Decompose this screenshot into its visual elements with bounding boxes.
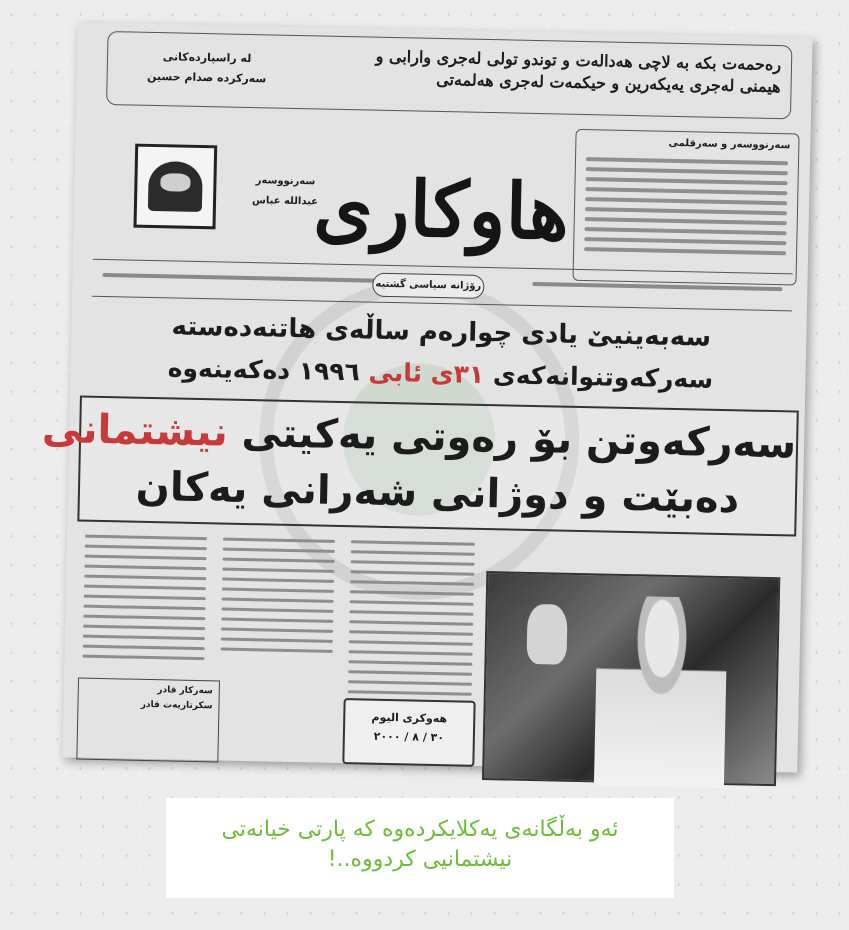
- text-line: [586, 167, 788, 175]
- text-line: [585, 227, 787, 235]
- text-line: [349, 610, 473, 616]
- text-line: [223, 538, 335, 543]
- text-line: [85, 545, 207, 551]
- text-line: [85, 555, 207, 561]
- headline-1: سەبەینیێ یادی چوارەم ساڵەی ھاتنەدەستە: [171, 311, 712, 353]
- photo-figure: [594, 595, 728, 788]
- text-line: [222, 588, 334, 593]
- text-line: [84, 595, 206, 601]
- text-line: [348, 660, 472, 666]
- news-photo: [482, 571, 780, 786]
- main-headline-box: [41, 396, 798, 537]
- founder-line-1: لە راسپاردەکانی: [162, 50, 252, 66]
- text-line: [221, 648, 333, 653]
- text-line: [222, 578, 334, 583]
- text-line: [585, 187, 787, 195]
- memo-box: [342, 698, 475, 767]
- text-line: [585, 217, 787, 225]
- newspaper-page: [41, 22, 812, 772]
- newspaper-masthead: ھاوکاری: [312, 162, 570, 257]
- newspaper-logo: [133, 144, 217, 230]
- founder-note: [121, 46, 292, 90]
- text-line: [349, 640, 473, 646]
- text-line: [222, 598, 334, 603]
- caption-line-2: نیشتمانیی کردووە..!: [327, 847, 513, 872]
- text-line: [85, 535, 207, 541]
- text-line: [84, 575, 206, 581]
- main-headline-line-2: دەبێت و دوژانی شەرانی یەکان: [135, 463, 740, 523]
- text-line: [221, 628, 333, 633]
- bottom-left-box: [76, 678, 220, 763]
- newspaper-tagline: رۆژانە سیاسی گشتیە: [372, 273, 484, 299]
- text-line: [350, 570, 474, 576]
- text-line: [82, 655, 204, 661]
- text-line: [586, 177, 788, 185]
- text-line: [221, 618, 333, 623]
- text-line: [349, 620, 473, 626]
- text-line: [585, 207, 787, 215]
- bottom-left-line-2: سکرتاریەت قادر: [140, 699, 213, 712]
- text-line: [83, 645, 205, 651]
- founder-line-2: سەرکردە صدام حسین: [146, 69, 267, 86]
- article-column-center: [217, 530, 340, 659]
- memo-date: ٣٠ / ٨ / ٢٠٠٠: [373, 729, 445, 745]
- headline-2-date: ٣١ی ئابی: [368, 357, 485, 389]
- side-article-box: [572, 129, 799, 286]
- publisher-credit: [220, 170, 351, 213]
- main-headline-highlight: نیشتمانی: [41, 405, 229, 456]
- text-line: [348, 690, 472, 696]
- text-line: [586, 157, 788, 165]
- logo-emblem-icon: [148, 161, 203, 212]
- text-line: [84, 565, 206, 571]
- top-slogan-box: [106, 31, 792, 119]
- text-line: [584, 237, 786, 245]
- caption-box: [166, 798, 674, 898]
- photo-waving-hand: [526, 604, 567, 665]
- text-line: [221, 638, 333, 643]
- text-line: [83, 615, 205, 621]
- text-line: [351, 560, 475, 566]
- text-line: [221, 608, 333, 613]
- issue-info-line: [532, 282, 782, 291]
- top-slogan: [330, 45, 781, 98]
- text-line: [83, 625, 205, 631]
- text-line: [84, 585, 206, 591]
- text-line: [584, 247, 786, 255]
- text-line: [349, 630, 473, 636]
- text-line: [348, 680, 472, 686]
- text-line: [351, 550, 475, 556]
- publisher-line-1: سەرنووسەر: [255, 175, 316, 188]
- text-line: [350, 590, 474, 596]
- text-line: [222, 568, 334, 573]
- text-line: [349, 650, 473, 656]
- text-line: [351, 540, 475, 546]
- text-line: [223, 548, 335, 553]
- text-line: [83, 635, 205, 641]
- bottom-left-line-1: سەرکار قادر: [157, 685, 213, 697]
- side-article-title: سەرنووسەر و سەرقلمی: [668, 137, 791, 152]
- text-line: [350, 580, 474, 586]
- caption-line-1: ئەو بەڵگانەی یەکلایکردەوە کە پارتی خیانەتی: [221, 817, 619, 842]
- publisher-line-2: عبدالله عباس: [251, 195, 319, 208]
- article-column-right: [344, 533, 479, 703]
- main-headline-part-a: سەرکەوتن بۆ رەوتی یەکیتی: [227, 409, 797, 468]
- text-line: [223, 558, 335, 563]
- text-line: [350, 600, 474, 606]
- top-slogan-line-1: رەحمەت بکە بە لاچی ھەدالەت و توندو تولی لەجری وارابی و: [375, 46, 782, 75]
- text-line: [585, 197, 787, 205]
- text-line: [348, 670, 472, 676]
- memo-title: ھەوکری الیوم: [371, 710, 448, 726]
- top-slogan-line-2: ھیمنی لەجری یەیکەرین و حیکمەت لەجری ھەلمەتی: [436, 69, 781, 97]
- article-column-left: [78, 528, 211, 668]
- headline-2-part-a: سەرکەوتنوانەکەی: [483, 359, 714, 394]
- text-line: [84, 605, 206, 611]
- headline-2-part-c: ١٩٩٦ دەکەینەوە: [167, 353, 369, 387]
